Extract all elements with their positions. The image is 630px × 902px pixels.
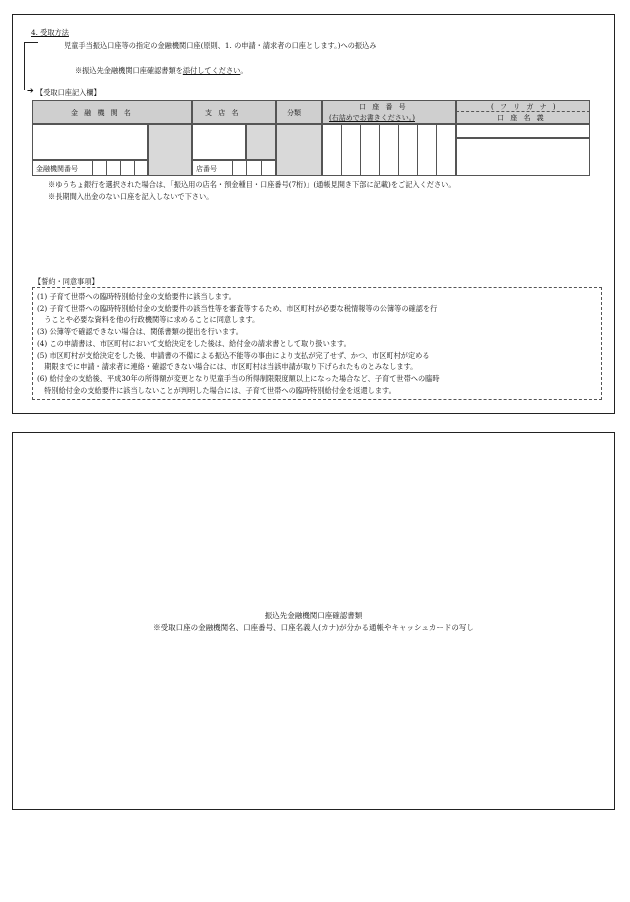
category-header: 分類 [276, 100, 322, 124]
attachment-title: 振込先金融機関口座確認書類 [264, 611, 363, 620]
pledge-line: (5) 市区町村が支給決定をした後、申請書の不備による振込不能等の事由により支払が完了せず、かつ、市区町村が定める [37, 351, 430, 360]
furigana-input[interactable] [456, 124, 590, 138]
pledge-line: 期限までに申請・請求者に連絡・確認できない場合には、市区町村は当該申請が取り下げられたものとみなします。 [37, 362, 418, 371]
bank-type-box[interactable] [148, 124, 192, 176]
attachment-description: ※受取口座の金融機関名、口座番号、口座名義人(カナ)が分かる通帳やキャッシュカードの写し [153, 623, 474, 632]
pledge-box [32, 287, 602, 400]
pledge-line: (1) 子育て世帯への臨時特別給付金の支給要件に該当します。 [37, 292, 236, 301]
transfer-method-line: 児童手当振込口座等の指定の金融機関口座(原則、1. の申請・請求者の口座とします。)への振込み [64, 41, 377, 50]
account-entry-table [32, 100, 590, 176]
branch-code-row: 店番号 [192, 160, 276, 176]
bank-name-input[interactable] [32, 124, 148, 160]
bank-code-row: 金融機関番号 [32, 160, 148, 176]
account-entry-label: 【受取口座記入欄】 [36, 88, 101, 97]
pledge-line: (2) 子育て世帯への臨時特別給付金の支給要件の該当性等を審査等するため、市区町村が必要な税情報等の公簿等の確認を行 [37, 304, 438, 313]
account-number-header: 口 座 番 号 (右詰めでお書きください。) [322, 100, 456, 124]
pledge-line: (6) 給付金の支給後、平成30年の所得額が変更となり児童手当の所得制限限度額以上になった場合など、子育て世帯への臨時 [37, 374, 440, 383]
attachment-area[interactable] [12, 432, 615, 810]
note-dormant-account: ※長期間入出金のない口座を記入しないで下さい。 [48, 192, 214, 201]
branch-name-input[interactable] [192, 124, 246, 160]
bracket-line [24, 42, 38, 43]
pledge-line: うことや必要な資料を他の行政機関等に求めることに同意します。 [37, 315, 260, 324]
arrow-right-icon: ➔ [27, 86, 34, 95]
pledge-line: (4) この申請書は、市区町村において支給決定をした後は、給付金の請求書として取り扱います。 [37, 339, 351, 348]
branch-type-box[interactable] [246, 124, 276, 160]
note-japan-post: ※ゆうちょ銀行を選択された場合は、「振込用の店名・預金種目・口座番号(7桁)」(通帳見開き下部に記載)をご記入ください。 [48, 180, 456, 189]
category-input[interactable] [276, 124, 322, 176]
branch-name-header: 支 店 名 [192, 100, 276, 124]
holder-name-input[interactable] [456, 138, 590, 176]
pledge-line: 特別給付金の支給要件に該当しないことが判明した場合には、子育て世帯への臨時特別給付金を返還します。 [37, 386, 396, 395]
pledge-title: 【誓約・同意事項】 [34, 277, 99, 286]
section-title: 4. 受取方法 [31, 28, 69, 37]
bracket-line-vertical [24, 42, 25, 90]
holder-header: ( フ リ ガ ナ ) 口 座 名 義 [456, 100, 590, 124]
attach-note: ※振込先金融機関口座確認書類を添付してください。 [75, 66, 248, 75]
bank-name-header: 金 融 機 関 名 [32, 100, 192, 124]
pledge-line: (3) 公簿等で確認できない場合は、関係書類の提出を行います。 [37, 327, 243, 336]
